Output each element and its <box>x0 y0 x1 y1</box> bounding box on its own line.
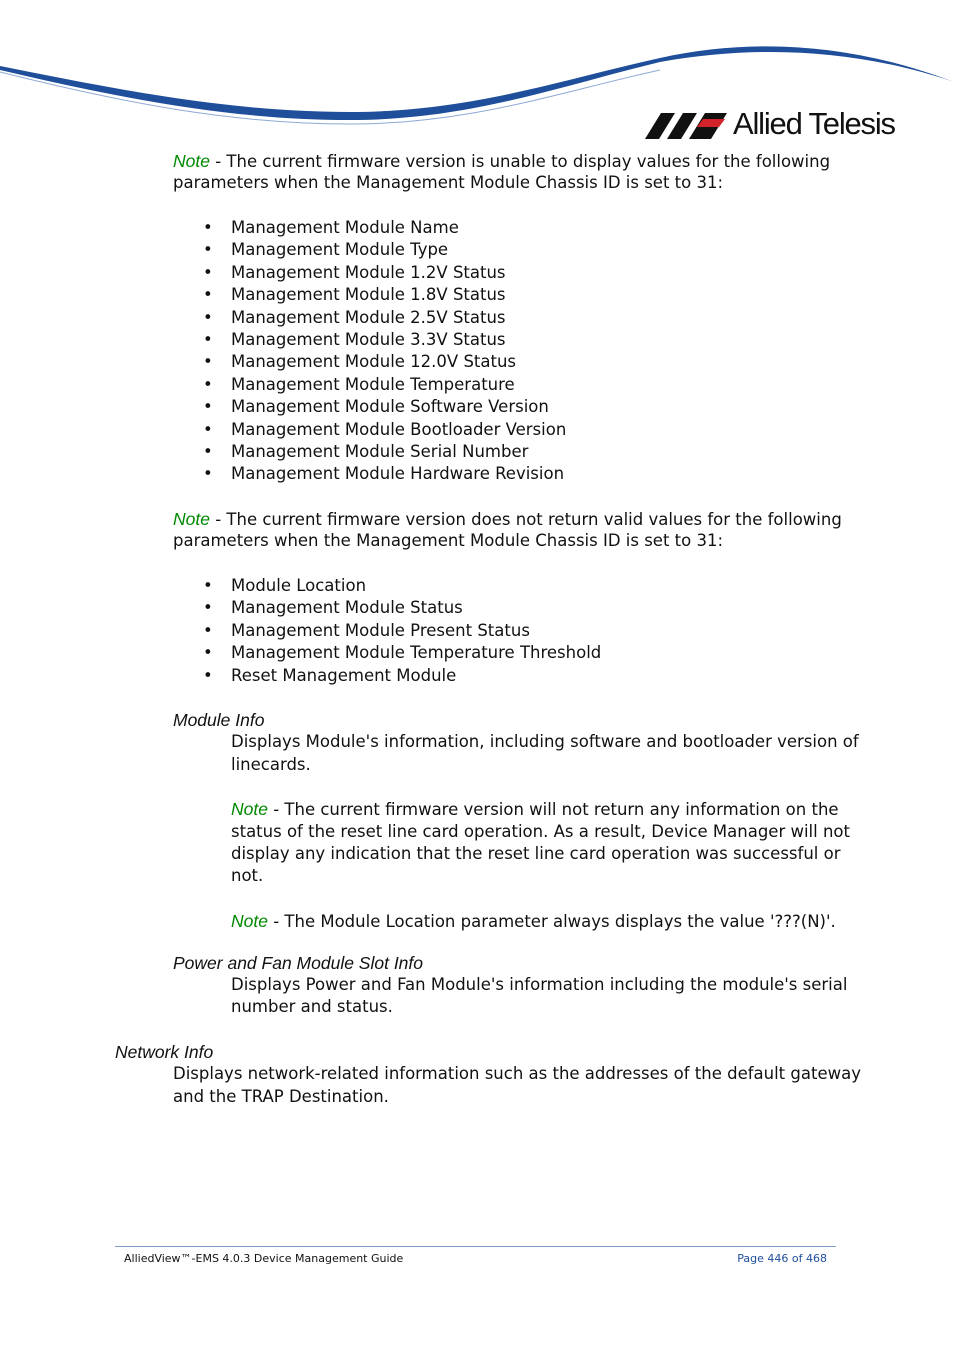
list-item: • Management Module Present Status <box>173 620 601 642</box>
list-item: • Management Module Type <box>173 239 566 261</box>
note-label: Note <box>231 911 268 931</box>
module-info-desc: linecards. <box>231 755 311 774</box>
note-paragraph <box>173 508 842 531</box>
note-text-line: not. <box>231 866 264 885</box>
list-item: • Management Module Name <box>173 217 566 239</box>
note-text-line: parameters when the Management Module Chassis ID is set to 31: <box>173 173 724 192</box>
note-text: - The current firmware version does not return valid values for the following <box>209 510 842 529</box>
note-text-line: status of the reset line card operation. As a result, Device Manager will not <box>231 822 850 841</box>
list-item: • Management Module 2.5V Status <box>173 307 566 329</box>
note-text-line: display any indication that the reset line card operation was successful or <box>231 844 841 863</box>
module-info-desc: Displays Module's information, including software and bootloader version of <box>231 732 859 751</box>
bullet-list-unsupported <box>173 217 566 486</box>
note-label: Note <box>231 799 268 819</box>
list-item: • Module Location <box>173 575 601 597</box>
note-paragraph <box>231 798 839 821</box>
note-label: Note <box>173 509 210 529</box>
module-info-heading: Module Info <box>173 710 265 730</box>
note-text-line: parameters when the Management Module Chassis ID is set to 31: <box>173 531 724 550</box>
allied-telesis-logo <box>645 106 900 144</box>
power-fan-heading: Power and Fan Module Slot Info <box>173 953 424 973</box>
bullet-list-invalid <box>173 575 601 687</box>
list-item: • Management Module 12.0V Status <box>173 351 566 373</box>
list-item: • Management Module Hardware Revision <box>173 463 566 485</box>
list-item: • Management Module Temperature Threshold <box>173 642 601 664</box>
network-info-heading: Network Info <box>115 1042 214 1062</box>
logo-mark-icon <box>645 113 727 139</box>
note-paragraph <box>173 150 830 173</box>
network-info-desc: Displays network-related information such as the addresses of the default gateway <box>173 1064 861 1083</box>
list-item: • Management Module 1.2V Status <box>173 262 566 284</box>
note-paragraph <box>231 910 836 933</box>
power-fan-desc: Displays Power and Fan Module's information including the module's serial <box>231 975 848 994</box>
list-item: • Management Module Temperature <box>173 374 566 396</box>
footer-doc-title: AlliedView™-EMS 4.0.3 Device Management Guide <box>124 1252 404 1265</box>
list-item: • Management Module Software Version <box>173 396 566 418</box>
list-item: • Management Module Status <box>173 597 601 619</box>
list-item: • Management Module 3.3V Status <box>173 329 566 351</box>
list-item: • Management Module Serial Number <box>173 441 566 463</box>
note-text: - The current firmware version is unable to display values for the following <box>209 152 831 171</box>
list-item: • Management Module 1.8V Status <box>173 284 566 306</box>
network-info-desc: and the TRAP Destination. <box>173 1087 389 1106</box>
note-text: - The current firmware version will not return any information on the <box>267 800 839 819</box>
list-item: • Reset Management Module <box>173 665 601 687</box>
power-fan-desc: number and status. <box>231 997 393 1016</box>
note-label: Note <box>173 151 210 171</box>
footer-divider <box>115 1246 836 1247</box>
note-text: - The Module Location parameter always displays the value '???(N)'. <box>267 912 836 931</box>
logo-text: Allied Telesis <box>733 106 895 141</box>
footer-page-number: Page 446 of 468 <box>737 1252 827 1265</box>
list-item: • Management Module Bootloader Version <box>173 419 566 441</box>
